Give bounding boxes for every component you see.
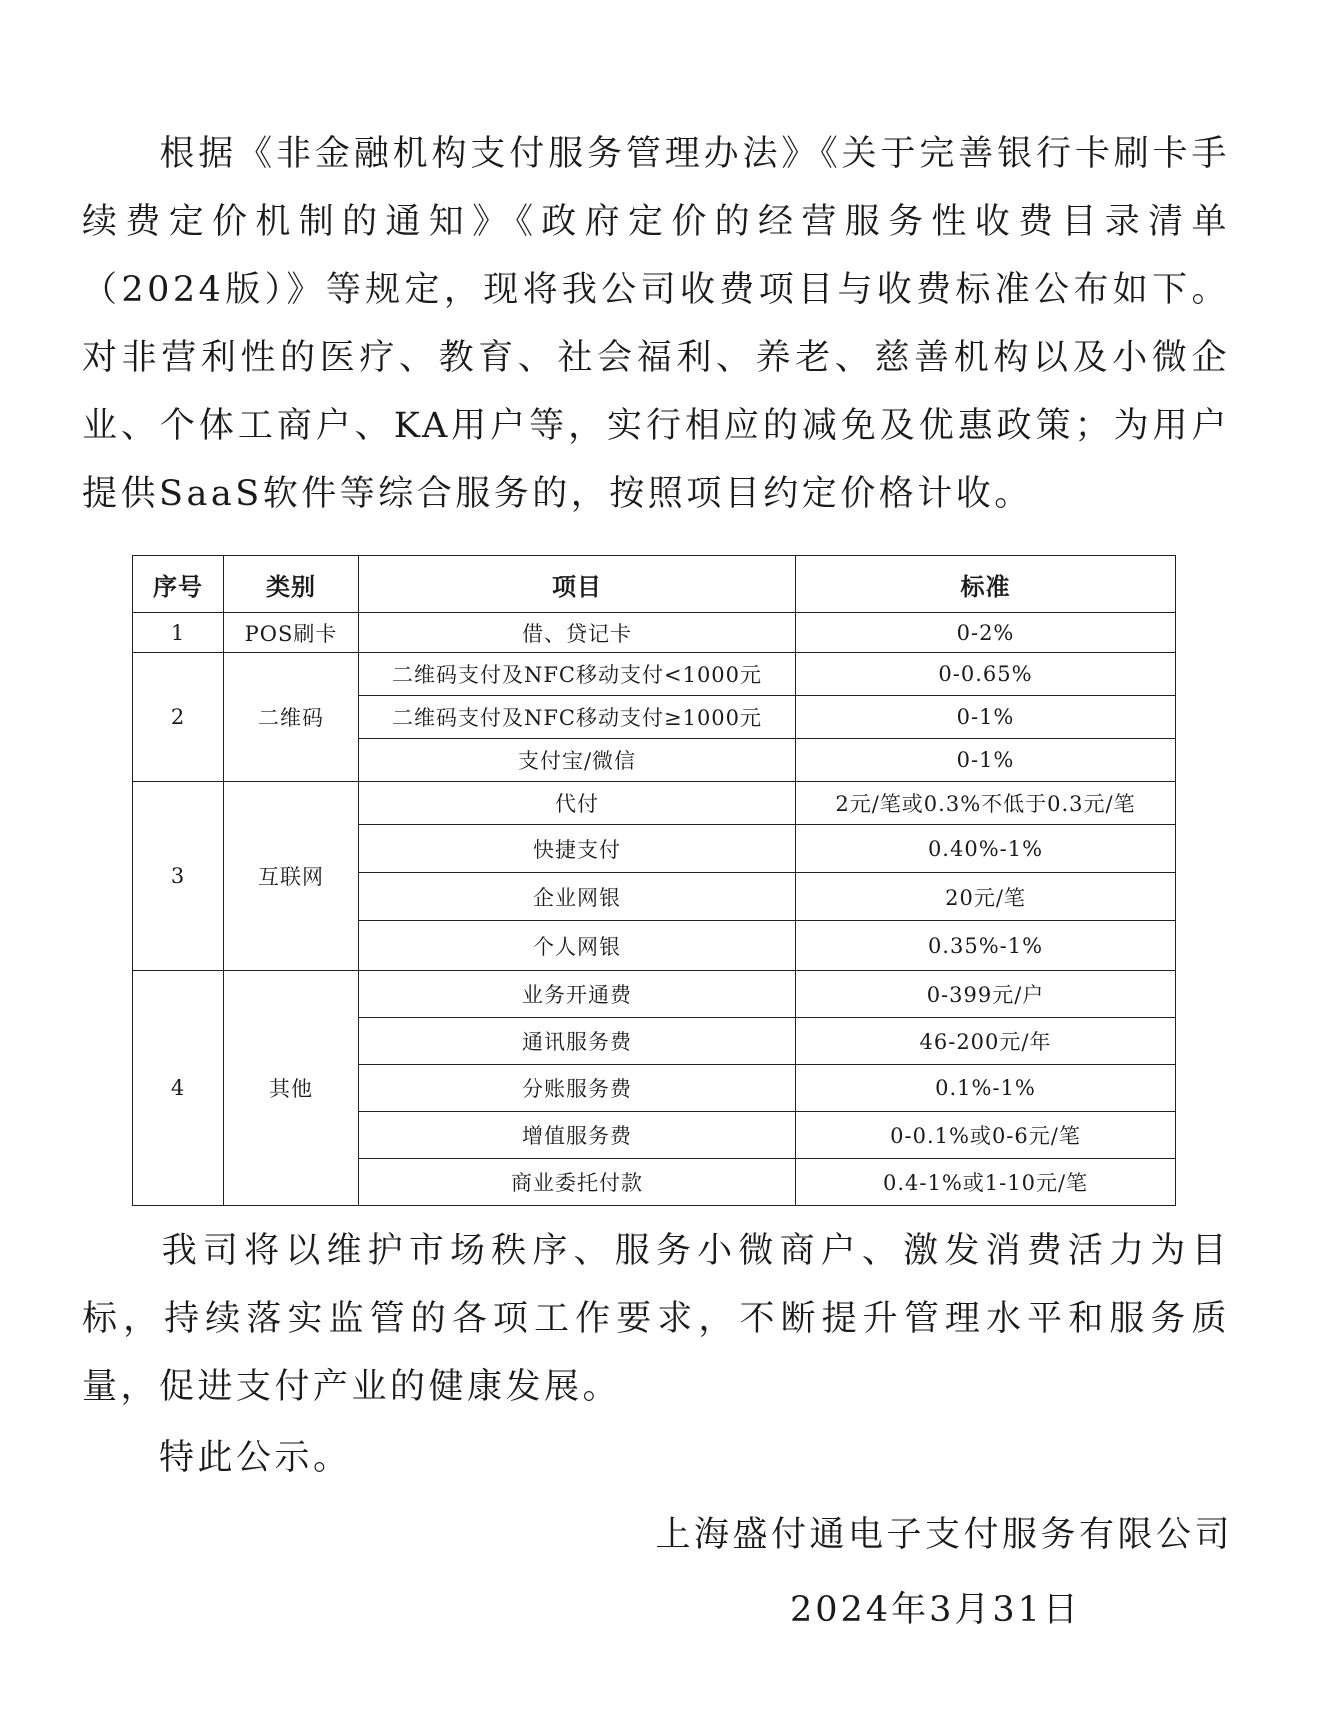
row-standard: 46-200元/年 [796,1018,1176,1065]
row-item: 代付 [359,782,796,825]
row-standard: 0.4-1%或1-10元/笔 [796,1159,1176,1206]
table-header-row [133,556,1176,613]
header-standard: 标准 [796,556,1176,613]
row-standard: 0.35%-1% [796,921,1176,971]
table-row [133,613,1176,653]
row-item: 业务开通费 [359,971,796,1018]
intro-text: 根据《非金融机构支付服务管理办法》《关于完善银行卡刷卡手续费定价机制的通知》《政府定价的经营服务性收费目录清单（2024版）》等规定，现将我公司收费项目与收费标准公布如下。对非营利性的医疗、教育、社会福利、养老、慈善机构以及小微企业、个体工商户、KA用户等，实行相应的减免及优惠政策；为用户提供SaaS软件等综合服务的，按照项目约定价格计收。 [82,134,1230,514]
row-standard: 0-0.65% [796,653,1176,696]
document-date: 2024年3月31日 [790,1590,1081,1630]
row-item: 二维码支付及NFC移动支付≥1000元 [359,696,796,739]
row-item: 企业网银 [359,873,796,921]
row-item: 快捷支付 [359,825,796,873]
table-row [133,653,1176,696]
table-row [133,782,1176,825]
row-standard: 0-0.1%或0-6元/笔 [796,1112,1176,1159]
row-standard: 0-399元/户 [796,971,1176,1018]
row-item: 商业委托付款 [359,1159,796,1206]
header-category: 类别 [224,556,359,613]
company-name: 上海盛付通电子支付服务有限公司 [655,1515,1233,1555]
row-item: 通讯服务费 [359,1018,796,1065]
row-no: 1 [133,613,224,653]
row-category: 其他 [224,971,359,1206]
row-standard: 20元/笔 [796,873,1176,921]
closing-text: 我司将以维护市场秩序、服务小微商户、激发消费活力为目标，持续落实监管的各项工作要求，不断提升管理水平和服务质量，促进支付产业的健康发展。 [82,1231,1230,1407]
row-no: 4 [133,971,224,1206]
row-item: 支付宝/微信 [359,739,796,782]
row-standard: 2元/笔或0.3%不低于0.3元/笔 [796,782,1176,825]
intro-paragraph [82,120,1230,528]
row-item: 个人网银 [359,921,796,971]
row-no: 2 [133,653,224,782]
row-standard: 0.1%-1% [796,1065,1176,1112]
row-standard: 0.40%-1% [796,825,1176,873]
notice-text: 特此公示。 [159,1438,352,1478]
closing-paragraph [82,1217,1230,1421]
row-standard: 0-1% [796,739,1176,782]
row-item: 借、贷记卡 [359,613,796,653]
row-no: 3 [133,782,224,971]
row-item: 分账服务费 [359,1065,796,1112]
row-category: 二维码 [224,653,359,782]
header-no: 序号 [133,556,224,613]
table-row [133,971,1176,1018]
row-item: 二维码支付及NFC移动支付<1000元 [359,653,796,696]
fee-table [132,555,1176,1206]
row-category: 互联网 [224,782,359,971]
row-standard: 0-1% [796,696,1176,739]
row-item: 增值服务费 [359,1112,796,1159]
header-item: 项目 [359,556,796,613]
row-category: POS刷卡 [224,613,359,653]
row-standard: 0-2% [796,613,1176,653]
